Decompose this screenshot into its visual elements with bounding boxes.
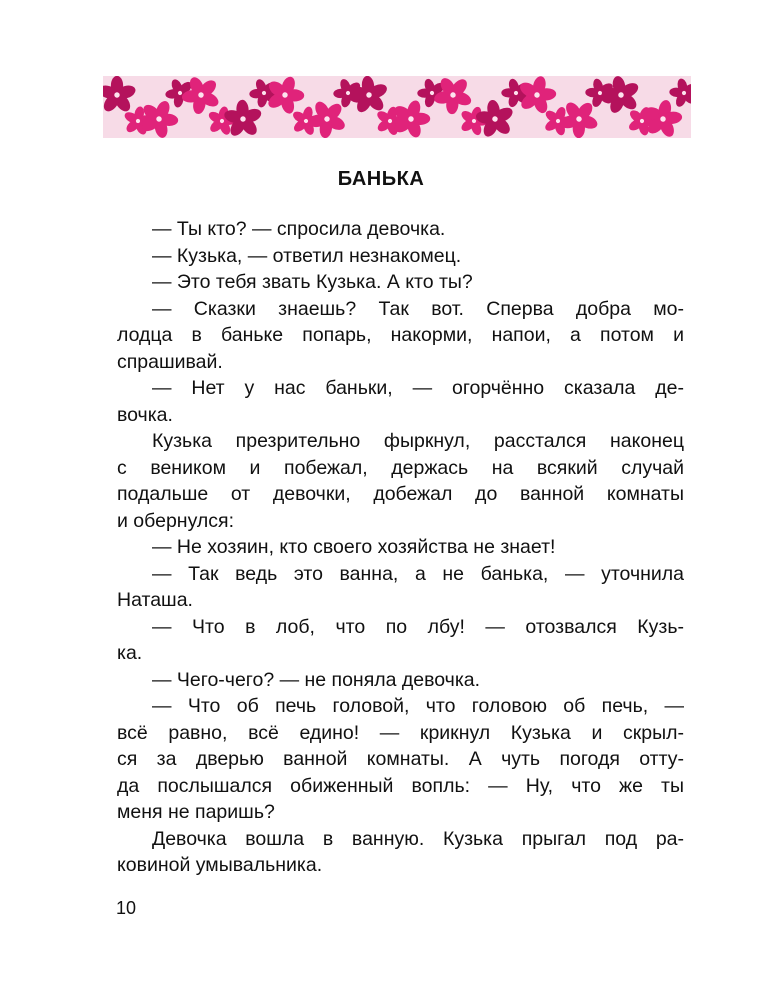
text-line: ся за дверью ванной комнаты. А чуть погодя отту- (117, 748, 684, 770)
text-line: подальше от девочки, добежал до ванной комнаты (117, 483, 684, 505)
text-line: — Сказки знаешь? Так вот. Сперва добра мо- (152, 297, 684, 320)
text-line: всё равно, всё едино! — крикнул Кузька и скрыл- (117, 721, 684, 744)
text-line: да послышался обиженный вопль: — Ну, что же ты (117, 774, 684, 797)
floral-banner (103, 76, 691, 138)
text-line: — Это тебя звать Кузька. А кто ты? (152, 271, 473, 293)
text-line: ковиной умывальника. (117, 854, 323, 876)
text-line: Наташа. (117, 589, 193, 611)
text-line: — Не хозяин, кто своего хозяйства не знает! (152, 536, 556, 558)
text-line: спрашивай. (117, 350, 223, 373)
text-line: ка. (117, 642, 143, 664)
body-text (117, 216, 684, 879)
text-line: вочка. (117, 403, 173, 426)
text-line: — Так ведь это ванна, а не банька, — уточнила (152, 562, 684, 585)
text-line: — Что в лоб, что по лбу! — отозвался Кузь- (152, 615, 684, 638)
text-line: Кузька презрительно фыркнул, расстался наконец (152, 430, 684, 452)
chapter-title: БАНЬКА (337, 168, 425, 190)
text-line: Девочка вошла в ванную. Кузька прыгал под ра- (152, 827, 684, 850)
page-number: 10 (116, 898, 137, 918)
text-line: — Кузька, — ответил незнакомец. (152, 244, 462, 267)
text-line: — Нет у нас баньки, — огорчённо сказала де- (152, 377, 684, 399)
text-line: меня не паришь? (117, 801, 275, 823)
text-line: — Ты кто? — спросила девочка. (152, 218, 446, 240)
text-line: и обернулся: (117, 509, 234, 532)
text-line: лодца в баньке попарь, накорми, напои, а потом и (117, 324, 684, 346)
text-line: с веником и побежал, держась на всякий случай (117, 456, 684, 479)
text-line: — Что об печь головой, что головою об печь, — (152, 695, 684, 717)
text-line: — Чего-чего? — не поняла девочка. (152, 668, 481, 691)
